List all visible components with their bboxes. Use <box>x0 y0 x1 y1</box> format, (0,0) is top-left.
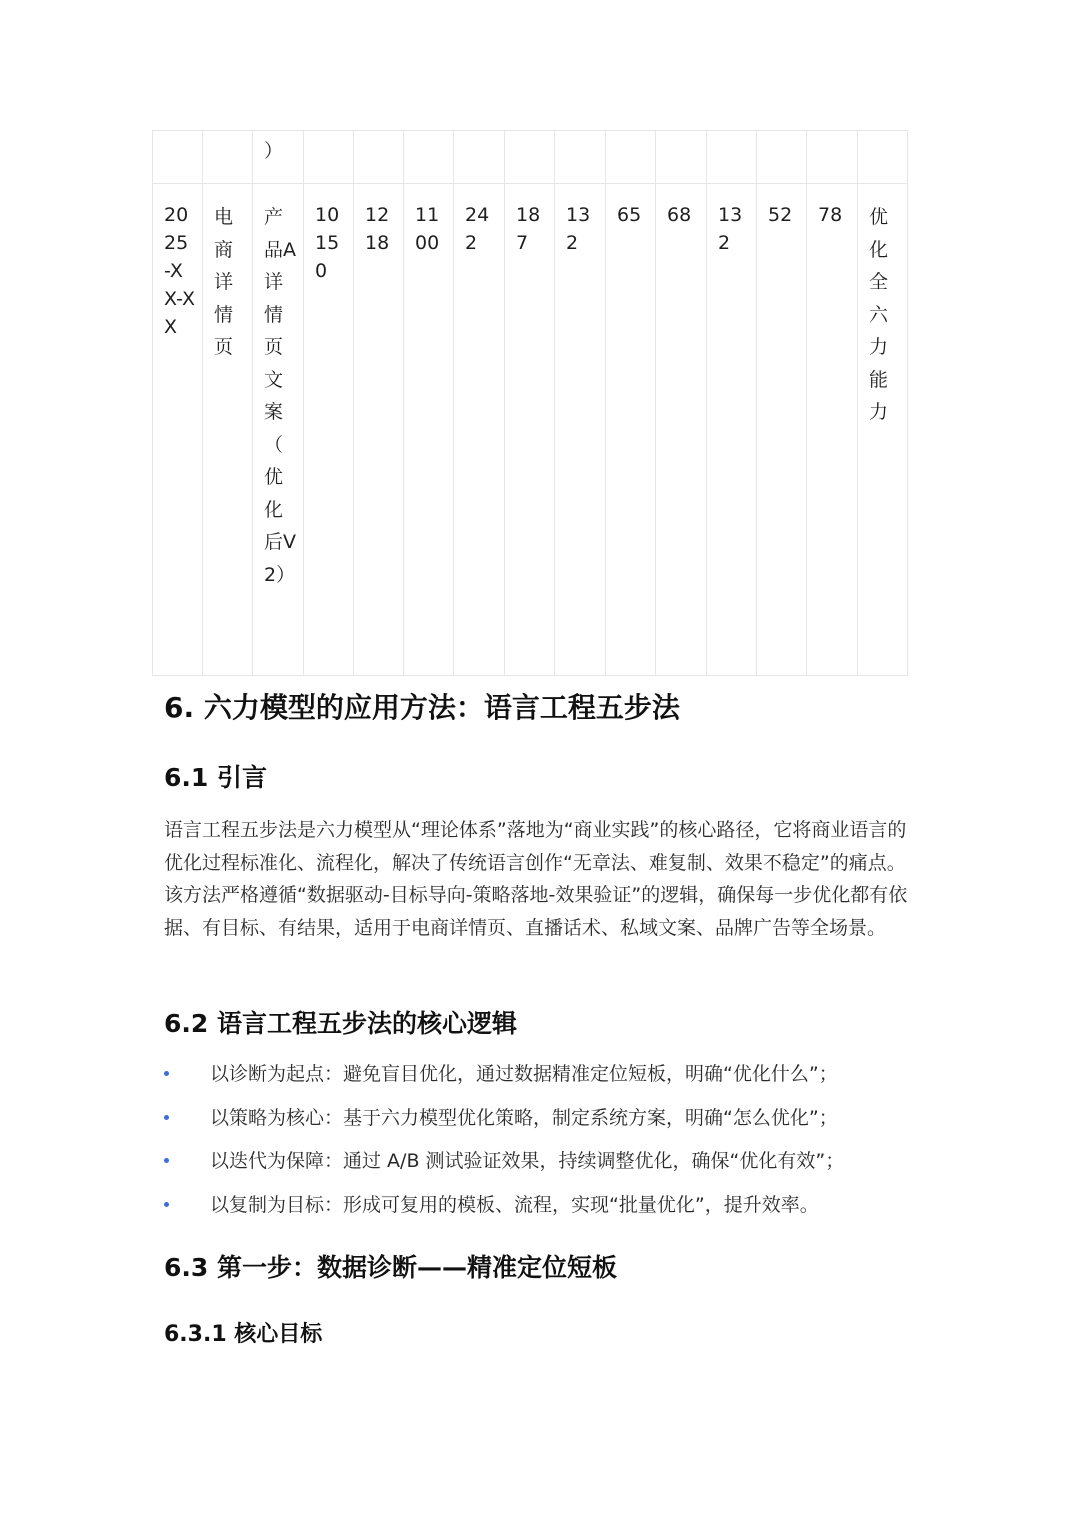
table-cell <box>707 131 757 184</box>
core-logic-list <box>164 1058 924 1232</box>
metric-cell: 10150 <box>304 184 354 676</box>
metric-cell: 187 <box>505 184 555 676</box>
table-cell <box>656 131 707 184</box>
table-cell <box>757 131 807 184</box>
metric-cell: 78 <box>807 184 858 676</box>
table-cell <box>606 131 656 184</box>
list-item: 以复制为目标：形成可复用的模板、流程，实现“批量优化”，提升效率。 <box>164 1189 924 1233</box>
section-6-2-heading: 6.2 语言工程五步法的核心逻辑 <box>164 1009 517 1038</box>
section-6-heading: 6. 六力模型的应用方法：语言工程五步法 <box>164 691 680 724</box>
table-cell <box>304 131 354 184</box>
metric-cell: 132 <box>555 184 606 676</box>
bullet-icon <box>164 1071 169 1076</box>
table-row <box>153 131 908 184</box>
table-cell <box>505 131 555 184</box>
section-6-3-heading: 6.3 第一步：数据诊断——精准定位短板 <box>164 1253 617 1282</box>
table-cell <box>203 131 253 184</box>
section-6-3-1-heading: 6.3.1 核心目标 <box>164 1322 323 1347</box>
table-row <box>153 184 908 676</box>
table-cell <box>807 131 858 184</box>
table-cell <box>153 131 203 184</box>
metrics-table <box>152 130 908 676</box>
metric-cell: 132 <box>707 184 757 676</box>
metric-cell: 1100 <box>404 184 454 676</box>
channel-cell: 电商详情页 <box>203 184 253 676</box>
metric-cell: 1218 <box>354 184 404 676</box>
table-cell <box>858 131 908 184</box>
bullet-icon <box>164 1115 169 1120</box>
table-cell <box>354 131 404 184</box>
list-item: 以诊断为起点：避免盲目优化，通过数据精准定位短板，明确“优化什么”； <box>164 1058 924 1102</box>
list-item: 以策略为核心：基于六力模型优化策略，制定系统方案，明确“怎么优化”； <box>164 1102 924 1146</box>
table-cell <box>404 131 454 184</box>
metric-cell: 52 <box>757 184 807 676</box>
table-cell: ） <box>253 131 304 184</box>
metric-cell: 242 <box>454 184 505 676</box>
metric-cell: 68 <box>656 184 707 676</box>
note-cell: 优化全六力能力 <box>858 184 908 676</box>
section-6-1-heading: 6.1 引言 <box>164 763 267 792</box>
list-item: 以迭代为保障：通过 A/B 测试验证效果，持续调整优化，确保“优化有效”； <box>164 1145 924 1189</box>
content-cell: 产品A详情页文案（优化后V2） <box>253 184 304 676</box>
metric-cell: 65 <box>606 184 656 676</box>
bullet-icon <box>164 1202 169 1207</box>
intro-paragraph: 语言工程五步法是六力模型从“理论体系”落地为“商业实践”的核心路径，它将商业语言的优化过程标准化、流程化，解决了传统语言创作“无章法、难复制、效果不稳定”的痛点。该方法严格遵循“数据驱动-目标导向-策略落地-效果验证”的逻辑，确保每一步优化都有依据、有目标、有结果，适用于电商详情页、直播话术、私域文案、品牌广告等全场景。 <box>164 819 908 939</box>
bullet-icon <box>164 1158 169 1163</box>
table-cell <box>454 131 505 184</box>
date-cell: 2025-XX-XX <box>153 184 203 676</box>
table-cell <box>555 131 606 184</box>
